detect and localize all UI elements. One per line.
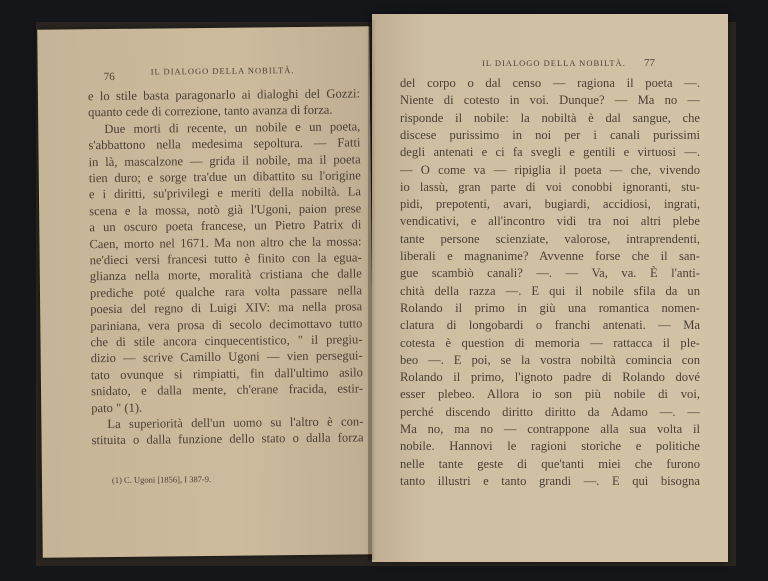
text-line: tien duro; e sorge tra'due un dibattito su l'origine (88, 168, 361, 186)
text-line: scena e la mossa, notò già l'Ugoni, paion prese (89, 201, 362, 219)
text-line: risponde il nobile: la nobiltà è dal sangue, che (400, 110, 700, 125)
page-number: 77 (644, 57, 655, 69)
text-line: Due morti di recente, un nobile e un poeta, (104, 119, 361, 136)
text-line: chità della razza —. E qui il nobile sfila da un (400, 283, 700, 298)
text-line: tato ovunque si rimpiatti, fin dall'ultimo asilo (90, 365, 363, 383)
text-line: vendicativi, e all'incontro vidi tra noi altri plebe (400, 214, 700, 229)
text-line: io lassù, gran parte di voi conobbi ignoranti, stu- (400, 179, 700, 194)
footnote: (1) C. Ugoni [1856], I 387-9. (111, 473, 212, 485)
text-line: nobile. Hannovi le ragioni storiche e politiche (400, 439, 700, 454)
right-page (372, 14, 728, 562)
text-line: quanto cede di correzione, tanto avanza di forza. (88, 103, 333, 120)
text-line: a un oscuro poeta francese, un Pietro Patrix di (89, 217, 362, 235)
text-line: e lo stile basta paragonarlo ai dialoghi del Gozzi: (87, 86, 361, 104)
text-line: pidi, prepotenti, avari, bugiardi, accidiosi, ingrati, (400, 197, 700, 212)
text-line: degli antenati e ci fa svegli e gentili e virtuosi —. (400, 145, 700, 160)
text-line: tanto illustri e tanto grandi —. E qui bisogna (400, 473, 700, 488)
text-line: e i diritti, su'privilegi e meriti della nobiltà. La (88, 184, 362, 202)
text-line: cotesta è question di memoria — rattacca il ple- (400, 335, 700, 350)
text-line: glianza nella morte, moralità cristiana che dalle (89, 266, 362, 284)
text-line: snidato, e dalla mente, ch'erane fracida, estir- (90, 381, 364, 399)
page-number: 76 (103, 70, 115, 84)
text-line: prediche poté qualche rara volta passare nella (89, 283, 363, 301)
text-line: perché discendo diritto diritto da Adamo —. — (400, 404, 700, 419)
text-line: ne'dieci versi francesi tutto è finito con la egua- (89, 250, 362, 268)
text-line: gue scambiò canali? —. — Va, va. È l'anti- (400, 266, 700, 281)
text-line: poesia del regno di Luigi XIV: ma nella prosa (90, 299, 363, 317)
text-line: liberali e magnanime? Avvenne forse che il san- (400, 249, 700, 263)
text-line: clatura di longobardi o franchi antenati. — Ma (400, 318, 700, 333)
text-line: nelle tante geste di que'tanti miei che furono (400, 456, 700, 471)
running-head: IL DIALOGO DELLA NOBILTÀ. (150, 65, 295, 77)
text-line: — O come va — ripiglia il poeta — che, vivendo (400, 162, 700, 177)
text-line: beo —. E poi, se la vostra nobiltà comincia con (400, 352, 700, 367)
book-gutter (368, 20, 376, 560)
text-line: pato " (1). (91, 400, 143, 415)
text-line: Rolando il primo, l'ignoto padre di Rolando dové (400, 370, 700, 385)
text-line: Caen, morto nel 1671. Ma non altro che la mossa: (89, 233, 362, 251)
text-line: che di stile ancora cinquecentistico, " il pregiu- (90, 332, 363, 350)
text-line: La superiorità dell'un uomo su l'altro è con- (107, 414, 364, 432)
text-line: stituita o dalla funzione dello stato o dalla forza (91, 430, 364, 448)
text-line: s'abbattono nella medesima sepoltura. — Fatti (88, 135, 361, 153)
left-page (37, 26, 375, 557)
text-line: pariniana, vera prosa di secolo decimottavo tutto (90, 315, 363, 333)
text-line: in là, mascalzone — grida il nobile, ma il poeta (88, 151, 361, 169)
text-line: esser plebeo. Allora io son più nobile di voi, (400, 387, 700, 402)
text-line: Ma no, ma no — contrappone alla sua volta il (400, 422, 700, 436)
running-head: IL DIALOGO DELLA NOBILTÀ. (482, 58, 626, 68)
text-line: discese purissimo in noi per i canali purissimi (400, 127, 700, 142)
text-line: Rolando il primo in giù una romantica nomen- (400, 300, 700, 315)
text-line: Niente di cotesto in voi. Dunque? — Ma no — (400, 93, 700, 108)
text-line: dizio — scrive Camillo Ugoni — vien persegui- (90, 348, 363, 366)
text-line: del corpo o dal censo — ragiona il poeta —. (400, 76, 700, 90)
text-line: tante persone scienziate, valorose, intraprendenti, (400, 231, 700, 246)
